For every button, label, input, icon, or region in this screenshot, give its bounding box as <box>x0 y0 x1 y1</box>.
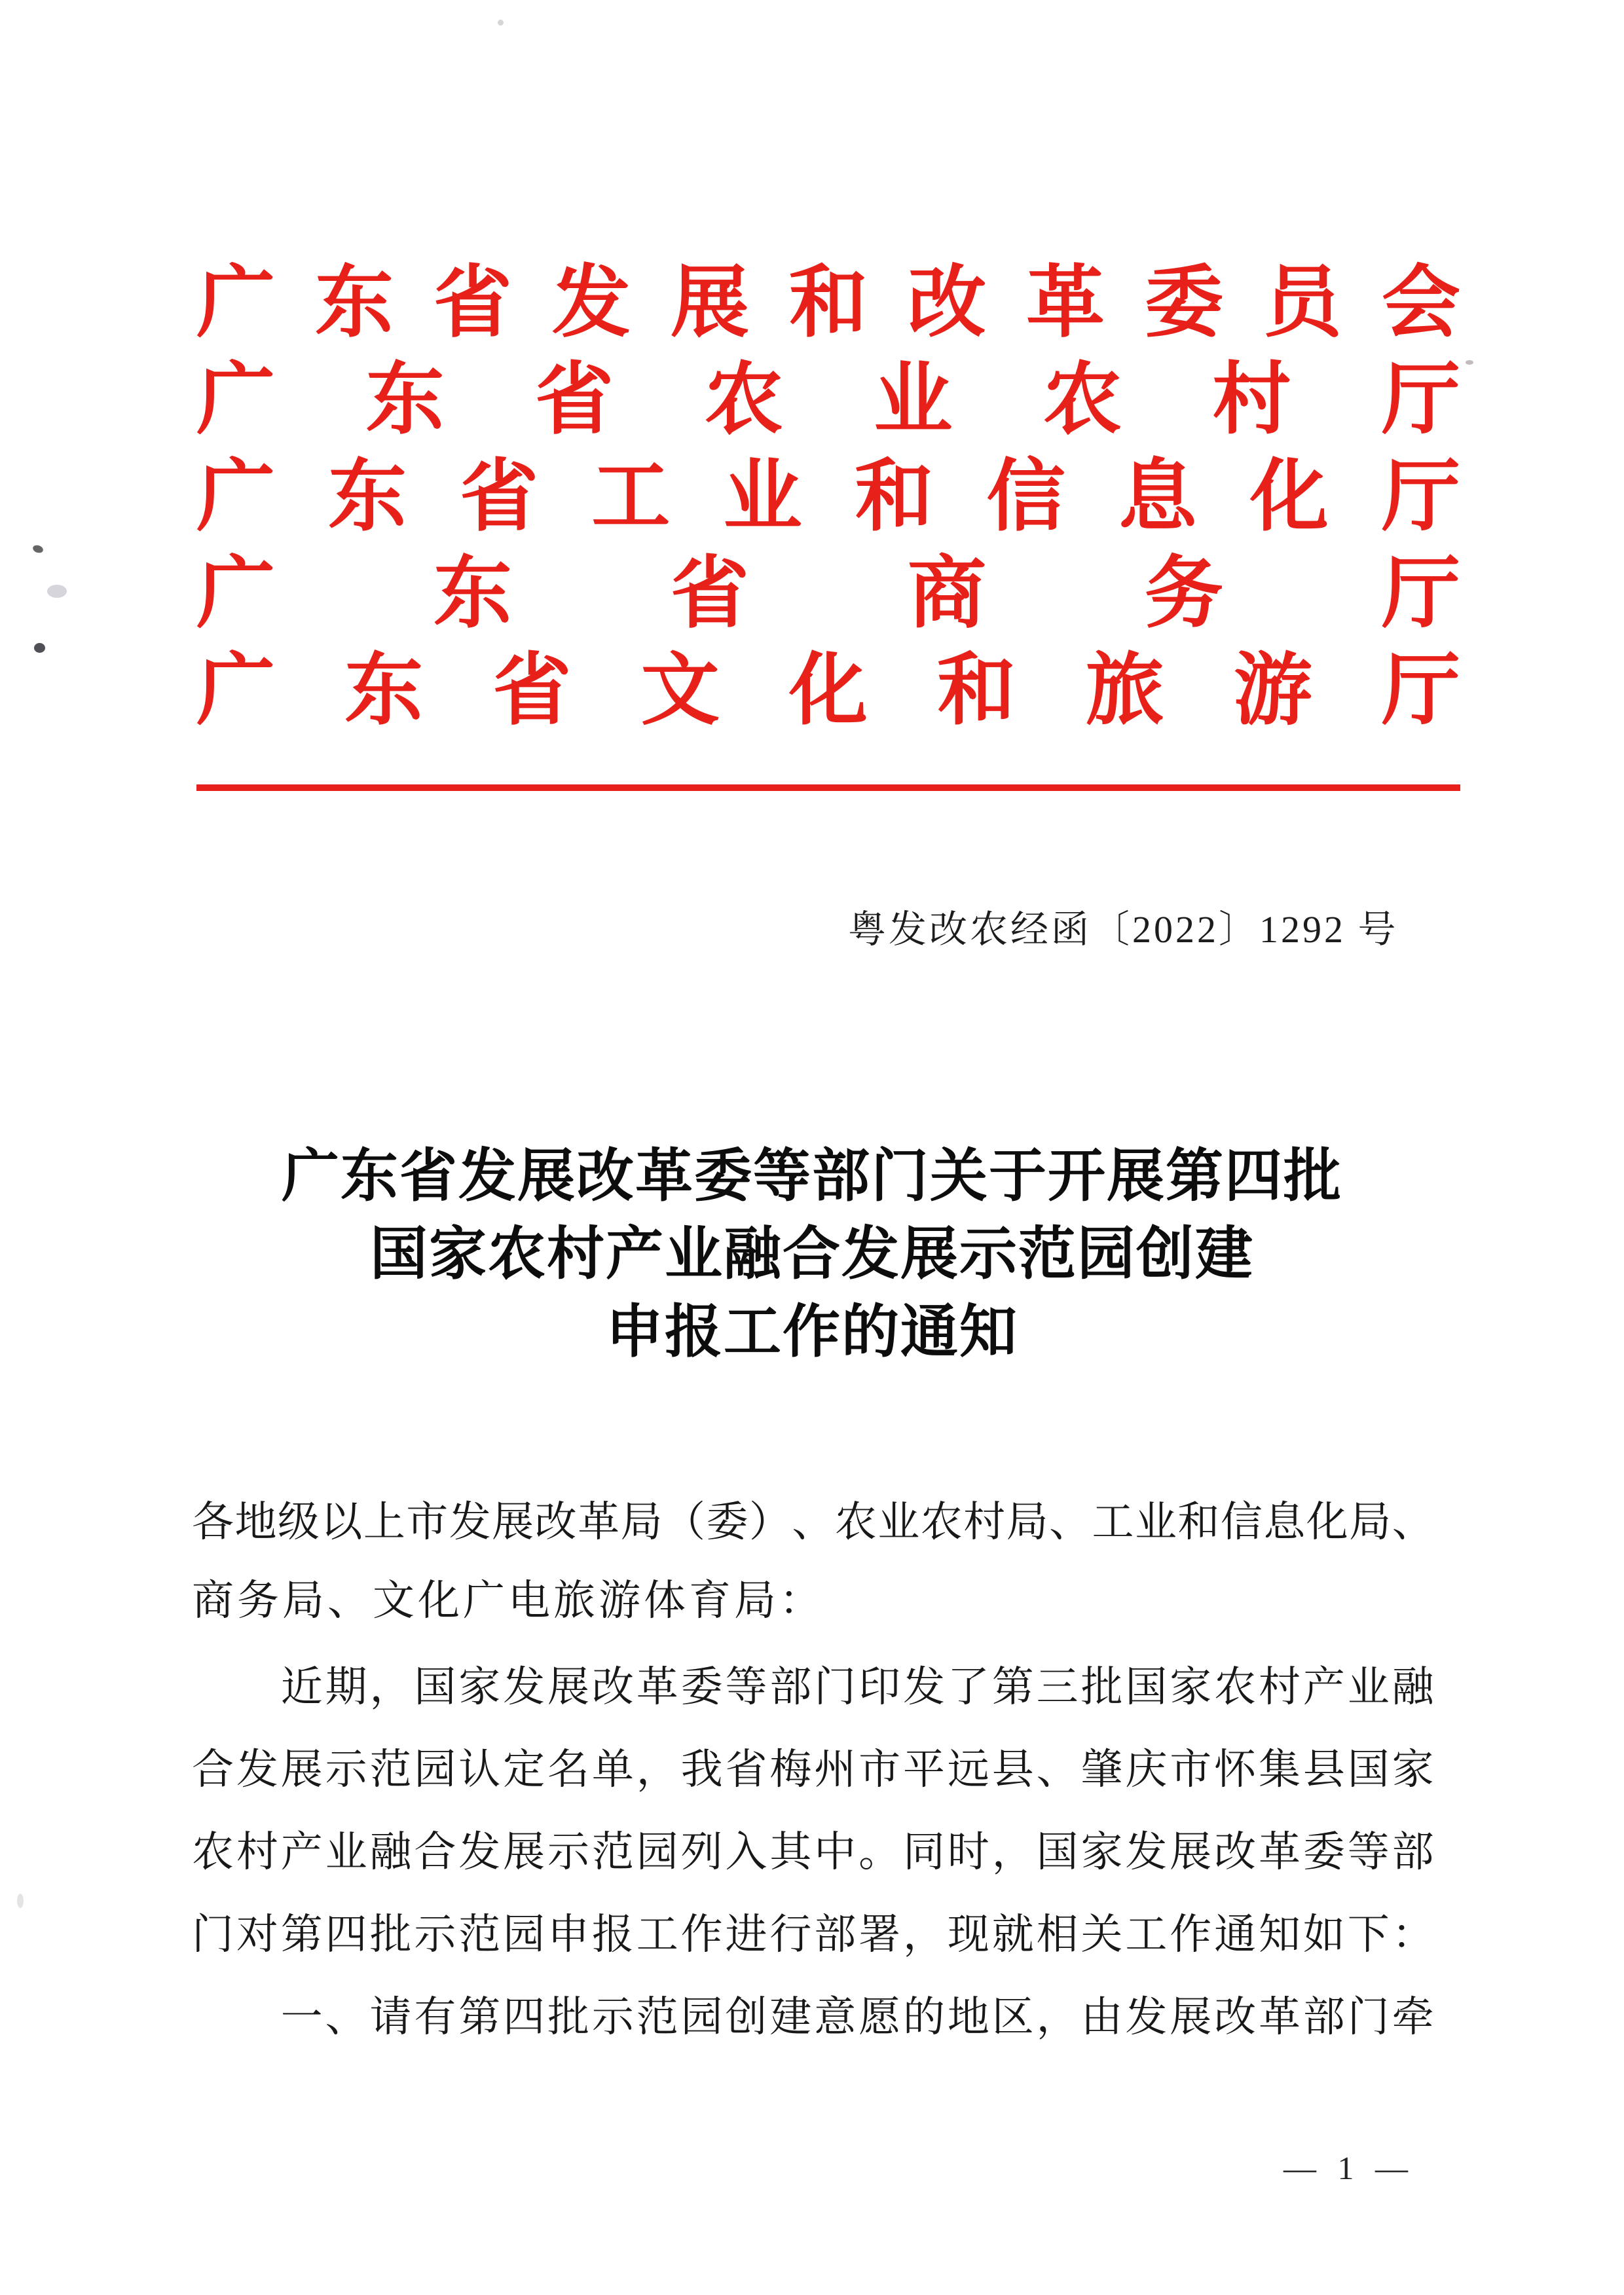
agency-name: 广 东 省 发 展 和 改 革 委 员 会 <box>196 259 1460 346</box>
body-line: 一 、 请 有 第 四 批 示 范 园 创 建 意 愿 的 地 区 ， 由 发 展 改 革 部 门 牵 <box>280 1994 1434 2040</box>
document-title <box>0 1138 1624 1372</box>
body-line: 商务局、文化广电旅游体育局： <box>192 1577 824 1624</box>
title-line: 申报工作的通知 <box>605 1301 1018 1365</box>
document-body <box>192 1477 1434 2055</box>
title-line: 广东省发展改革委等部门关于开展第四批 <box>281 1145 1342 1209</box>
scan-speck <box>17 1894 24 1908</box>
body-line: 各 地 级 以 上 市 发 展 改 革 局 （ 委 ） 、 农 业 农 村 局 、 工 业 和 信 息 化 局 、 <box>192 1499 1434 1545</box>
body-line: 门 对 第 四 批 示 范 园 申 报 工 作 进 行 部 署 ， 现 就 相 关 工 作 通 知 如 下 ： <box>192 1911 1434 1958</box>
body-line: 合 发 展 示 范 园 认 定 名 单 ， 我 省 梅 州 市 平 远 县 、 肇 庆 市 怀 集 县 国 家 <box>192 1746 1434 1793</box>
red-separator-line <box>196 784 1460 791</box>
agency-name: 广 东 省 工 业 和 信 息 化 厅 <box>196 453 1460 540</box>
scan-speck <box>498 20 504 26</box>
document-letterhead <box>196 248 1460 732</box>
agency-name: 广 东 省 农 业 农 村 厅 <box>196 356 1460 443</box>
title-line: 国家农村产业融合发展示范园创建 <box>369 1223 1254 1287</box>
body-line: 近 期 ， 国 家 发 展 改 革 委 等 部 门 印 发 了 第 三 批 国 家 农 村 产 业 融 <box>280 1664 1434 1710</box>
document-reference-number: 粤发改农经函〔2022〕1292 号 <box>848 908 1399 951</box>
page-number: — 1 — <box>1283 2150 1414 2186</box>
body-line: 农 村 产 业 融 合 发 展 示 范 园 列 入 其 中 。 同 时 ， 国 家 发 展 改 革 委 等 部 <box>192 1829 1434 1875</box>
scan-speck <box>34 643 45 653</box>
scan-speck <box>32 544 45 554</box>
agency-name: 广 东 省 商 务 厅 <box>196 550 1460 637</box>
scan-speck <box>1466 360 1473 365</box>
agency-name: 广 东 省 文 化 和 旅 游 厅 <box>196 647 1460 734</box>
scan-speck <box>47 585 67 598</box>
